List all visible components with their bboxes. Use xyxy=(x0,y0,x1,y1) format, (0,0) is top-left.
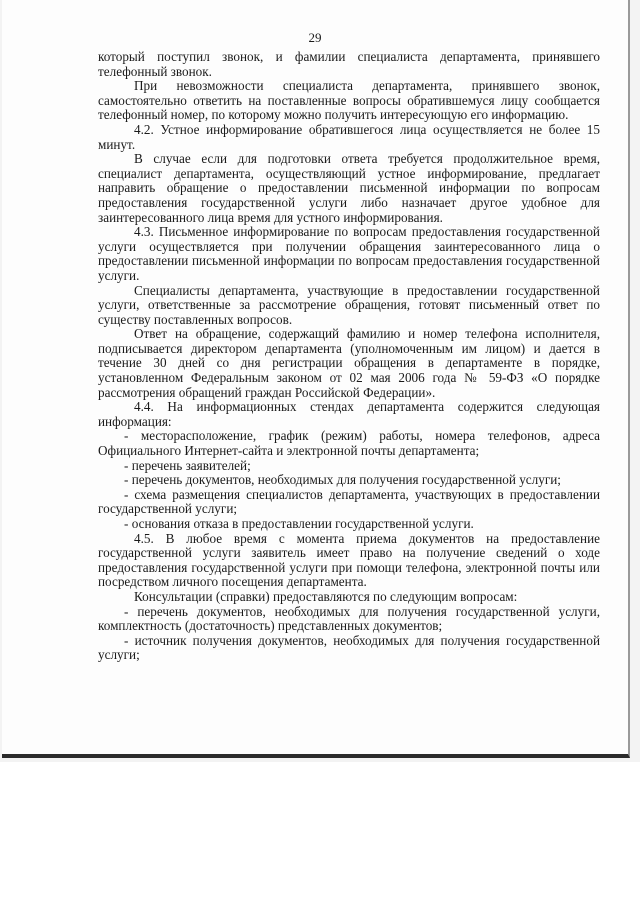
paragraph: При невозможности специалиста департамента, принявшего звонок, самостоятельно ответить на поставленные вопросы обратившемуся лицу сообщается телефонный номер, по которому можно получить интересующую его информацию. xyxy=(98,78,600,123)
paragraph: Консультации (справки) предоставляются по следующим вопросам: xyxy=(134,588,518,604)
paragraph: 4.2. Устное информирование обратившегося лица осуществляется не более 15 минут. xyxy=(98,121,600,152)
list-item: - основания отказа в предоставлении государственной услуги. xyxy=(124,516,474,531)
paragraph: 4.5. В любое время с момента приема документов на предоставление государственной услуги заявитель имеет право на получение сведений о ходе предоставления государственной услуги при помощи телефона, электронной почты или посредством личного посещения департамента. xyxy=(98,530,600,590)
paragraph: Ответ на обращение, содержащий фамилию и номер телефона исполнителя, подписывается директором департамента (уполномоченным им лицом) и дается в течение 30 дней со дня регистрации обращения в департаменте в порядке, установленном Федеральным законом от 02 мая 2006 года № 59-ФЗ «О порядке рассмотрения обращений граждан Российской Федерации». xyxy=(98,326,600,400)
list-item: - перечень документов, необходимых для получения государственной услуги, комплектность (достаточность) представленных документов; xyxy=(98,603,600,634)
document-body xyxy=(98,50,600,663)
list-item: - перечень документов, необходимых для получения государственной услуги; xyxy=(124,472,561,488)
paragraph: Специалисты департамента, участвующие в предоставлении государственной услуги, ответственные за рассмотрение обращения, готовят письменный ответ по существу поставленных вопросов. xyxy=(98,282,600,327)
document-page xyxy=(2,0,630,758)
list-item: - источник получения документов, необходимых для получения государственной услуги; xyxy=(98,632,600,663)
list-item: - месторасположение, график (режим) работы, номера телефонов, адреса Официального Интернет-сайта и электронной почты департамента; xyxy=(98,428,600,459)
paragraph: 4.4. На информационных стендах департамента содержится следующая информация: xyxy=(98,399,600,429)
paragraph: 4.3. Письменное информирование по вопросам предоставления государственной услуги осуществляется при получении обращения заинтересованного лица о предоставлении письменной информации по вопросам предоставления государственной услуги. xyxy=(98,224,600,283)
paragraph: который поступил звонок, и фамилии специалиста департамента, принявшего телефонный звонок. xyxy=(98,49,600,79)
list-item: - схема размещения специалистов департамента, участвующих в предоставлении государственной услуги; xyxy=(98,486,600,517)
blank-area xyxy=(0,762,640,905)
list-item: - перечень заявителей; xyxy=(124,457,251,473)
page-number: 29 xyxy=(308,30,322,45)
paragraph: В случае если для подготовки ответа требуется продолжительное время, специалист департамента, осуществляющий устное информирование, предлагает направить обращение о предоставлении письменной информации по вопросам предоставления государственной услуги либо назначает другое удобное для заинтересованного лица время для устного информирования. xyxy=(98,151,600,225)
